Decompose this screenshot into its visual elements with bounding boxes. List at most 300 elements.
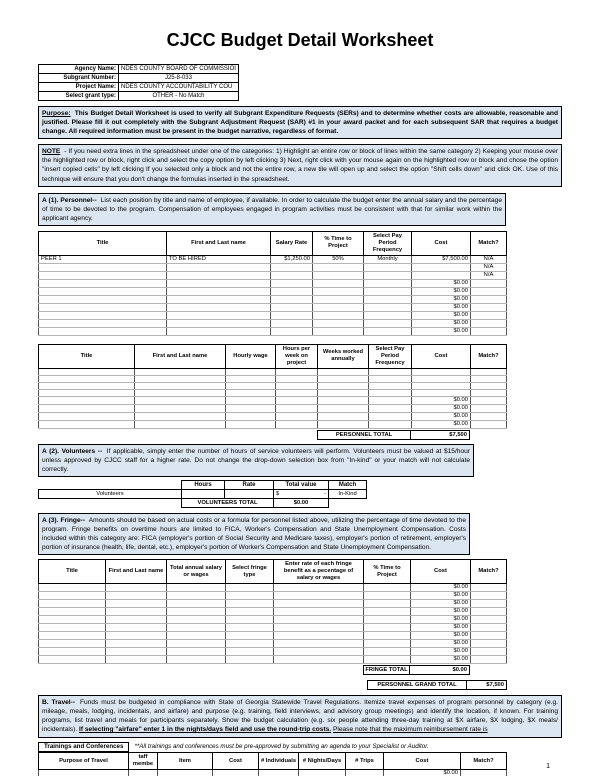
cell[interactable] — [226, 375, 276, 382]
cell[interactable]: $0.00 — [412, 279, 471, 287]
cell[interactable] — [167, 327, 271, 335]
cell[interactable] — [39, 616, 106, 624]
volunteers-total-value-cell[interactable] — [274, 489, 329, 498]
cell[interactable]: TO BE HIRED — [167, 255, 271, 263]
cell[interactable] — [274, 632, 364, 640]
cell[interactable] — [364, 616, 411, 624]
cell[interactable] — [461, 770, 507, 776]
cell[interactable] — [313, 319, 364, 327]
section-b-lead: B. Travel-- — [42, 699, 76, 707]
cell[interactable] — [271, 295, 313, 303]
cell[interactable]: $0.00 — [412, 412, 471, 420]
header-row — [39, 344, 507, 368]
cell[interactable] — [318, 368, 369, 375]
cell[interactable] — [226, 616, 274, 624]
cell[interactable] — [226, 404, 276, 412]
cell[interactable] — [271, 303, 313, 311]
cell[interactable]: $0.00 — [411, 624, 471, 632]
cell[interactable] — [167, 624, 226, 632]
cell[interactable] — [226, 420, 276, 428]
cell[interactable] — [299, 770, 346, 776]
cell[interactable] — [106, 656, 167, 664]
table-row — [39, 648, 507, 656]
cell[interactable] — [471, 648, 507, 656]
table-row — [39, 368, 507, 375]
cell[interactable] — [471, 279, 507, 287]
column-header: # Nights/Days — [299, 753, 346, 770]
cell[interactable] — [39, 368, 135, 375]
cell[interactable] — [369, 375, 412, 382]
cell[interactable] — [167, 592, 226, 600]
section-b-tail: Please note that the maximum reimbursement rate is — [332, 726, 488, 734]
cell[interactable] — [39, 263, 167, 271]
cell[interactable] — [346, 770, 384, 776]
cell[interactable] — [369, 368, 412, 375]
cell[interactable] — [471, 396, 507, 404]
column-header: Title — [39, 231, 167, 255]
cell[interactable] — [226, 412, 276, 420]
cell[interactable] — [271, 263, 313, 271]
cell[interactable] — [167, 632, 226, 640]
cell[interactable] — [39, 287, 167, 295]
cell[interactable] — [167, 616, 226, 624]
cell[interactable] — [313, 303, 364, 311]
column-header: Cost — [213, 753, 259, 770]
personnel-total-value: $7,500 — [411, 430, 470, 440]
cell[interactable] — [471, 368, 507, 375]
cell[interactable] — [276, 412, 318, 420]
cell[interactable] — [39, 295, 167, 303]
cell[interactable] — [271, 287, 313, 295]
cell[interactable] — [135, 420, 226, 428]
cell[interactable] — [276, 382, 318, 389]
cell[interactable] — [412, 271, 471, 279]
table-row — [39, 279, 507, 287]
cell[interactable]: 50% — [313, 255, 364, 263]
cell[interactable] — [135, 375, 226, 382]
cell[interactable] — [226, 592, 274, 600]
cell[interactable] — [39, 389, 135, 396]
cell[interactable] — [318, 375, 369, 382]
agency-name-value[interactable]: NDES COUNTY BOARD OF COMMISSIOI — [119, 65, 239, 74]
cell[interactable] — [39, 303, 167, 311]
purpose-box — [38, 106, 562, 139]
cell[interactable] — [471, 295, 507, 303]
cell[interactable] — [226, 608, 274, 616]
cell[interactable] — [167, 584, 226, 592]
cell[interactable] — [39, 648, 106, 656]
table-row — [39, 382, 507, 389]
table-row — [39, 608, 507, 616]
cell[interactable] — [271, 279, 313, 287]
trainings-note: **All trainings and conferences must be pre-approved by submitting an agenda to your Specialist or Auditor. — [134, 743, 429, 751]
column-header: taff membe — [129, 753, 158, 770]
cell[interactable] — [364, 263, 412, 271]
cell[interactable] — [274, 608, 364, 616]
cell[interactable] — [471, 311, 507, 319]
cell[interactable] — [471, 287, 507, 295]
cell[interactable] — [318, 389, 369, 396]
cell[interactable] — [364, 303, 412, 311]
cell[interactable] — [369, 420, 412, 428]
cell[interactable] — [167, 271, 271, 279]
grant-type-select[interactable]: OTHER - No Match — [119, 92, 239, 101]
cell[interactable]: $0.00 — [412, 319, 471, 327]
section-a3-text: Amounts should be based on actual costs or a formula for personnel listed above, utilizing the percentage of time devoted to the program. Fringe benefits on overtime hours are limited to FICA, Worker's Compensation and State Unemployment Compensation. Costs included within this category are: FICA (employer's portion of Social Security and Medicare taxes), employer's portion of retirement, employer's portion of insurance (health, life, dental, etc.), employer's portion of Worker's Compensation and State Unemployment Compensation. — [42, 516, 466, 552]
cell[interactable] — [276, 368, 318, 375]
cell[interactable] — [271, 311, 313, 319]
cell[interactable] — [274, 648, 364, 656]
cell[interactable] — [226, 368, 276, 375]
cell[interactable] — [364, 592, 411, 600]
cell[interactable] — [226, 624, 274, 632]
cell[interactable] — [364, 319, 412, 327]
cell[interactable] — [39, 311, 167, 319]
cell[interactable] — [167, 656, 226, 664]
cell[interactable] — [106, 616, 167, 624]
cell[interactable] — [226, 389, 276, 396]
cell[interactable] — [135, 412, 226, 420]
cell[interactable] — [471, 640, 507, 648]
table-row — [39, 327, 507, 335]
cell[interactable] — [129, 770, 158, 776]
cell[interactable]: $0.00 — [412, 303, 471, 311]
cell[interactable] — [39, 412, 135, 420]
column-header: Rate — [225, 480, 274, 489]
cell[interactable] — [226, 396, 276, 404]
cell[interactable] — [106, 584, 167, 592]
cell[interactable] — [213, 770, 259, 776]
volunteers-match-select[interactable]: In-Kind — [329, 489, 367, 498]
cell[interactable] — [39, 624, 106, 632]
cell[interactable] — [106, 600, 167, 608]
spacer-cell — [39, 498, 182, 507]
cell[interactable] — [39, 279, 167, 287]
cell[interactable] — [471, 600, 507, 608]
cell[interactable] — [39, 640, 106, 648]
cell[interactable] — [364, 279, 412, 287]
personnel-grand-total-value: $7,500 — [467, 680, 507, 690]
cell[interactable] — [167, 279, 271, 287]
cell[interactable] — [167, 640, 226, 648]
table-row — [39, 632, 507, 640]
cell[interactable] — [106, 624, 167, 632]
cell[interactable] — [274, 584, 364, 592]
cell[interactable] — [364, 600, 411, 608]
cell[interactable] — [471, 404, 507, 412]
cell[interactable]: $0.00 — [411, 608, 471, 616]
cell[interactable] — [274, 592, 364, 600]
column-header: Cost — [384, 753, 461, 770]
cell[interactable] — [39, 632, 106, 640]
note-lead: NOTE — [42, 148, 61, 156]
table-row — [39, 420, 507, 428]
cell[interactable] — [364, 632, 411, 640]
cell[interactable] — [259, 770, 299, 776]
cell[interactable] — [471, 656, 507, 664]
cell[interactable] — [135, 382, 226, 389]
cell[interactable] — [369, 404, 412, 412]
cell[interactable] — [135, 389, 226, 396]
cell[interactable] — [274, 624, 364, 632]
cell[interactable] — [167, 287, 271, 295]
cell[interactable] — [412, 368, 471, 375]
column-header: First and Last name — [135, 344, 226, 368]
cell[interactable] — [364, 584, 411, 592]
table-row — [39, 624, 507, 632]
cell[interactable] — [271, 271, 313, 279]
cell[interactable] — [39, 396, 135, 404]
cell[interactable]: $0.00 — [412, 404, 471, 412]
project-name-label: Project Name: — [39, 83, 119, 92]
cell[interactable]: $1,250.00 — [271, 255, 313, 263]
fringe-total-label: FRINGE TOTAL — [363, 665, 410, 675]
cell[interactable] — [226, 640, 274, 648]
cell[interactable] — [313, 279, 364, 287]
cell[interactable] — [226, 632, 274, 640]
cell[interactable] — [39, 584, 106, 592]
cell[interactable] — [364, 295, 412, 303]
cell[interactable] — [471, 592, 507, 600]
table-row — [39, 616, 507, 624]
cell[interactable] — [106, 648, 167, 656]
cell[interactable] — [364, 608, 411, 616]
cell[interactable] — [167, 263, 271, 271]
cell[interactable] — [313, 327, 364, 335]
cell[interactable] — [167, 648, 226, 656]
cell[interactable] — [39, 382, 135, 389]
column-header: Enter rate of each fringe benefit as a pecentage of salary or wages — [274, 560, 364, 584]
column-header: Title — [39, 560, 106, 584]
cell[interactable] — [135, 368, 226, 375]
cell[interactable]: N/A — [471, 255, 507, 263]
cell[interactable] — [471, 608, 507, 616]
cell[interactable] — [364, 311, 412, 319]
cell[interactable]: $0.00 — [411, 632, 471, 640]
cell[interactable] — [39, 770, 129, 776]
cell[interactable] — [135, 404, 226, 412]
cell[interactable] — [364, 640, 411, 648]
section-a2-lead: A (2). Volunteers -- — [42, 447, 103, 455]
cell[interactable]: $0.00 — [384, 770, 461, 776]
header-row — [39, 753, 507, 770]
personnel-total-bar — [317, 430, 600, 440]
purpose-lead: Purpose: — [42, 110, 71, 117]
cell[interactable]: N/A — [471, 263, 507, 271]
cell[interactable] — [106, 632, 167, 640]
cell[interactable]: $0.00 — [411, 616, 471, 624]
cell[interactable] — [471, 389, 507, 396]
cell[interactable]: $0.00 — [412, 420, 471, 428]
cell[interactable] — [364, 648, 411, 656]
cell[interactable] — [364, 271, 412, 279]
cell[interactable] — [226, 648, 274, 656]
cell[interactable] — [167, 303, 271, 311]
column-header: Select fringe type — [226, 560, 274, 584]
personnel-salary-table — [38, 231, 507, 336]
cell[interactable] — [135, 396, 226, 404]
cell[interactable] — [39, 420, 135, 428]
cell[interactable]: $0.00 — [412, 287, 471, 295]
cell[interactable]: N/A — [471, 271, 507, 279]
cell[interactable] — [471, 327, 507, 335]
cell[interactable]: $0.00 — [412, 327, 471, 335]
table-row — [39, 375, 507, 382]
cell[interactable] — [167, 319, 271, 327]
table-row — [39, 656, 507, 664]
cell[interactable] — [471, 303, 507, 311]
cell[interactable] — [276, 420, 318, 428]
cell[interactable]: $0.00 — [411, 640, 471, 648]
cell[interactable] — [369, 382, 412, 389]
cell[interactable] — [364, 287, 412, 295]
cell[interactable] — [364, 327, 412, 335]
cell[interactable] — [39, 600, 106, 608]
cell[interactable] — [226, 584, 274, 592]
cell[interactable] — [226, 656, 274, 664]
page-title: CJCC Budget Detail Worksheet — [166, 30, 434, 50]
cell[interactable] — [313, 287, 364, 295]
cell[interactable] — [167, 600, 226, 608]
cell[interactable] — [313, 263, 364, 271]
cell[interactable] — [318, 396, 369, 404]
cell[interactable] — [364, 624, 411, 632]
cell[interactable]: $0.00 — [411, 592, 471, 600]
cell[interactable] — [276, 375, 318, 382]
cell[interactable] — [276, 396, 318, 404]
cell[interactable] — [39, 327, 167, 335]
personnel-hourly-table — [38, 344, 507, 429]
fringe-total-bar — [363, 665, 600, 675]
column-header: Select Pay Period Frequency — [369, 344, 412, 368]
cell[interactable] — [318, 382, 369, 389]
volunteers-rate-cell[interactable] — [225, 489, 274, 498]
table-row — [39, 311, 507, 319]
cell[interactable] — [364, 656, 411, 664]
spacer-cell — [329, 498, 367, 507]
column-header: Weeks worked annually — [318, 344, 369, 368]
cell[interactable] — [471, 584, 507, 592]
table-row — [39, 600, 507, 608]
cell[interactable] — [471, 412, 507, 420]
subgrant-number-value[interactable]: J25-8-033 — [119, 74, 239, 83]
section-a3-fringe-box — [38, 513, 470, 555]
cell[interactable] — [471, 632, 507, 640]
cell[interactable] — [226, 382, 276, 389]
cell[interactable] — [412, 382, 471, 389]
column-header: Match? — [471, 560, 507, 584]
cell[interactable] — [158, 770, 213, 776]
cell[interactable] — [313, 295, 364, 303]
cell[interactable]: $0.00 — [412, 311, 471, 319]
cell[interactable] — [471, 624, 507, 632]
cell[interactable] — [369, 412, 412, 420]
cell[interactable] — [39, 404, 135, 412]
column-header: Match — [329, 480, 367, 489]
cell[interactable] — [39, 656, 106, 664]
column-header: Match? — [471, 344, 507, 368]
cell[interactable]: Monthly — [364, 255, 412, 263]
cell[interactable] — [271, 327, 313, 335]
cell[interactable] — [274, 640, 364, 648]
cell[interactable] — [318, 404, 369, 412]
cell[interactable] — [318, 412, 369, 420]
cell[interactable]: $0.00 — [411, 648, 471, 656]
cell[interactable] — [412, 375, 471, 382]
cell[interactable] — [274, 600, 364, 608]
section-a2-text: If applicable, simply enter the number of hours of service volunteers will perform. Volunteers must be valued at $15/hour unless approved by CJCC staff for a higher rate. Do not change the drop-down selection box from "In-kind" or your match will not calculate correctly. — [42, 447, 470, 473]
cell[interactable] — [276, 389, 318, 396]
section-a1-text: List each position by title and name of employee, if available. In order to calculate the budget enter the annual salary and the percentage of time to be devoted to the program. Compensation of employees engaged in program activities must be consistent with that for similar work within the applicant agency. — [42, 196, 503, 222]
currency-amount: - — [324, 490, 326, 497]
cell[interactable] — [39, 608, 106, 616]
section-b-travel-box — [38, 695, 562, 737]
cell[interactable]: PEER 1 — [39, 255, 167, 263]
cell[interactable] — [167, 608, 226, 616]
cell[interactable] — [226, 600, 274, 608]
cell[interactable] — [412, 263, 471, 271]
section-a3-lead: A (3). Fringe-- — [42, 516, 86, 524]
cell[interactable] — [39, 319, 167, 327]
agency-name-label: Agency Name: — [39, 65, 119, 74]
cell[interactable] — [318, 420, 369, 428]
header-row — [39, 480, 367, 489]
cell[interactable] — [369, 396, 412, 404]
cell[interactable] — [369, 389, 412, 396]
column-header: Match? — [471, 231, 507, 255]
cell[interactable] — [276, 404, 318, 412]
cell[interactable] — [313, 271, 364, 279]
volunteers-table — [38, 480, 367, 508]
cell[interactable]: $0.00 — [412, 396, 471, 404]
cell[interactable]: $0.00 — [412, 295, 471, 303]
cell[interactable]: $0.00 — [411, 600, 471, 608]
cell[interactable] — [471, 616, 507, 624]
cell[interactable] — [106, 592, 167, 600]
volunteers-row-label: Volunteers — [39, 489, 182, 498]
cell[interactable] — [313, 311, 364, 319]
cell[interactable] — [471, 420, 507, 428]
cell[interactable] — [106, 608, 167, 616]
cell[interactable] — [39, 271, 167, 279]
cell[interactable] — [106, 640, 167, 648]
cell[interactable] — [412, 389, 471, 396]
cell[interactable] — [167, 311, 271, 319]
cell[interactable] — [274, 616, 364, 624]
cell[interactable] — [471, 319, 507, 327]
cell[interactable]: $7,500.00 — [412, 255, 471, 263]
project-name-value[interactable]: NDES COUNTY ACCOUNTABILITY COU — [119, 83, 239, 92]
section-b-text: Funds must be budgeted in compliance with State of Georgia Statewide Travel Regulations. Itemize travel expenses of program personnel by category (e.g. mileage, meals, lodging, incidentals, and airfare) and purpose (e.g. training, field interviews, and advisory group meetings) and identify the location, if known. For training programs, list travel and meals for participants separately. Show the budget calculation (e.g. six people attending three-day training at $X airfare, $X lodging, $X meals/ incidentals). — [42, 699, 558, 734]
cell[interactable] — [471, 382, 507, 389]
table-row — [39, 271, 507, 279]
cell[interactable] — [271, 319, 313, 327]
cell[interactable]: $0.00 — [411, 656, 471, 664]
volunteers-hours-cell[interactable] — [182, 489, 225, 498]
table-row — [39, 412, 507, 420]
cell[interactable] — [167, 295, 271, 303]
table-row — [39, 404, 507, 412]
cell[interactable]: $0.00 — [411, 584, 471, 592]
cell[interactable] — [471, 375, 507, 382]
cell[interactable] — [39, 592, 106, 600]
column-header: Title — [39, 344, 135, 368]
cell[interactable] — [39, 375, 135, 382]
travel-table — [38, 752, 507, 776]
cell[interactable] — [274, 656, 364, 664]
column-header: % Time to Project — [313, 231, 364, 255]
currency-symbol: $ — [276, 490, 280, 497]
